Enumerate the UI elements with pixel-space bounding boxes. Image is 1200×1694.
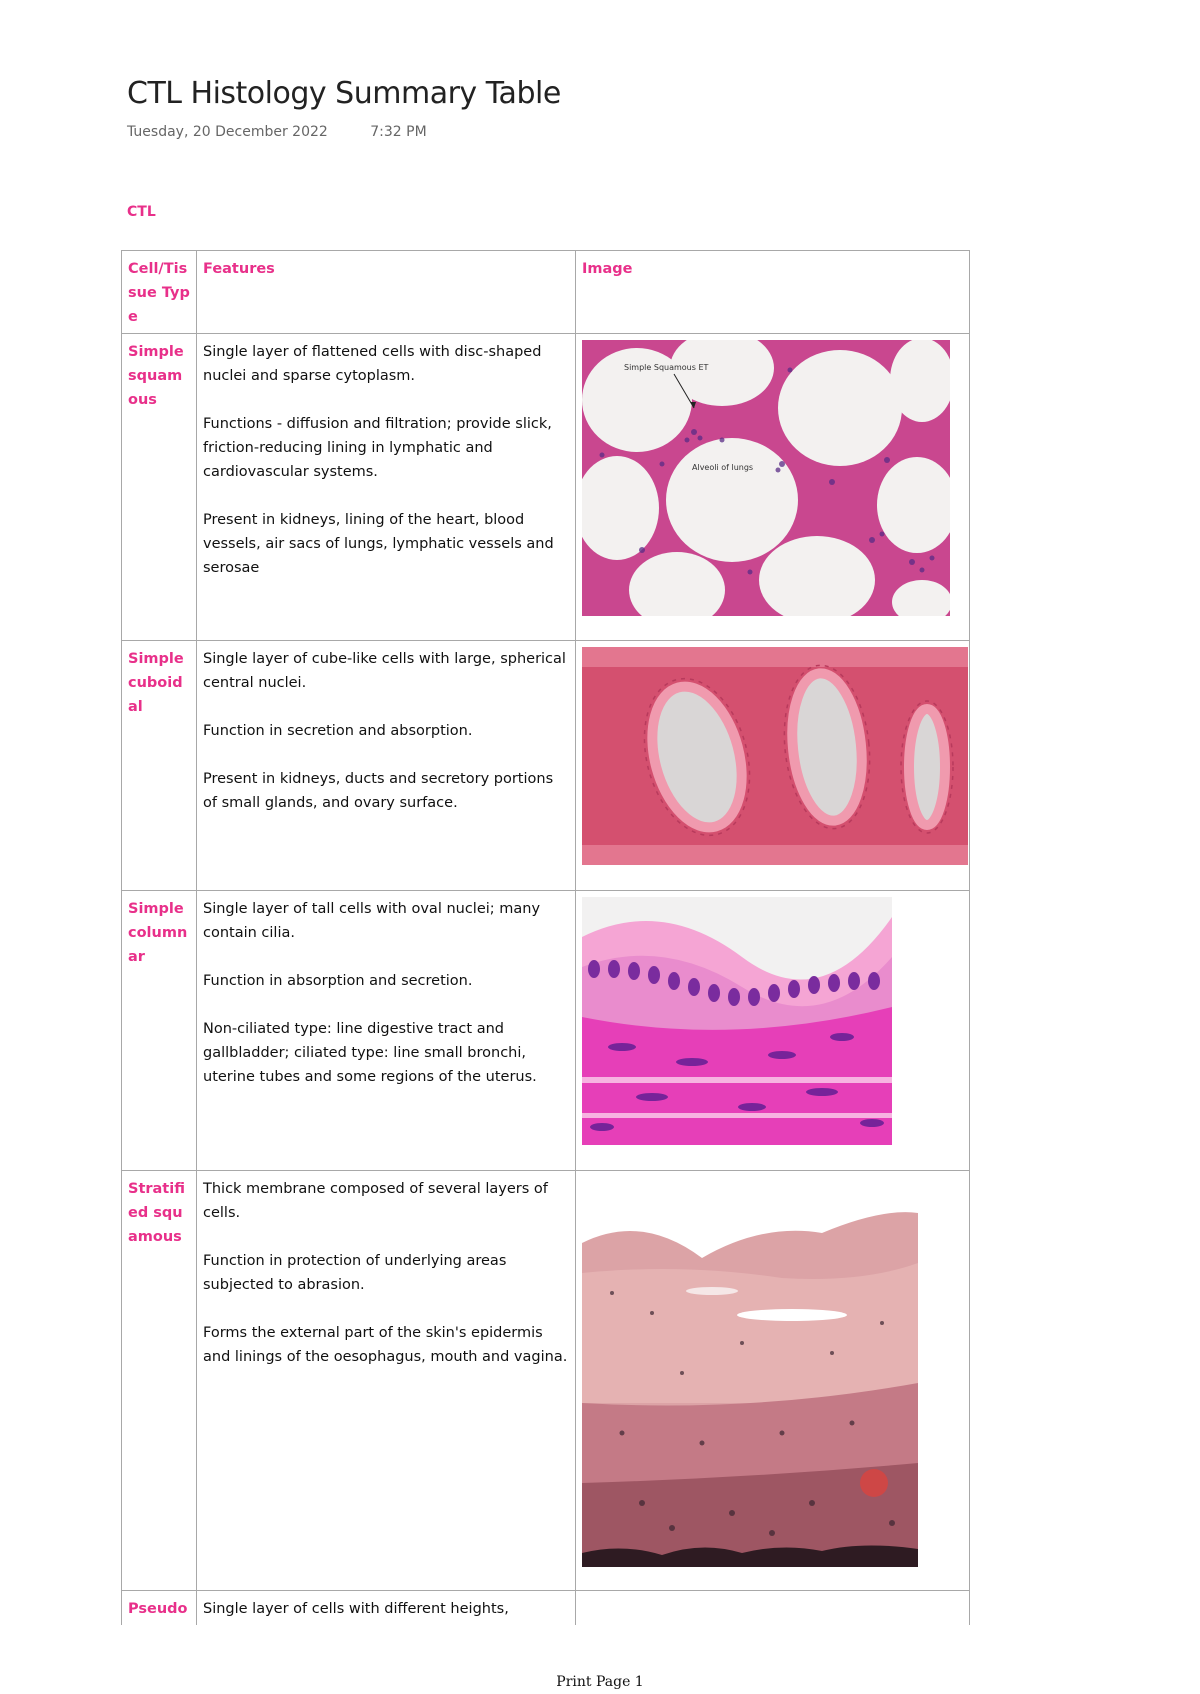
- feature-function: Function in protection of underlying areas subjected to abrasion.: [203, 1253, 507, 1293]
- section-heading: CTL: [127, 204, 156, 220]
- table-row: [122, 641, 970, 891]
- feature-location: Present in kidneys, ducts and secretory portions of small glands, and ovary surface.: [203, 771, 554, 811]
- image-cell: [576, 334, 970, 641]
- features-cell: [197, 1591, 576, 1626]
- time-text: 7:32 PM: [370, 124, 427, 140]
- print-page-label: Print Page 1: [556, 1674, 644, 1690]
- features-cell: [197, 891, 576, 1171]
- simple-cuboidal-micrograph: [582, 647, 968, 865]
- feature-description: Thick membrane composed of several layers of cells.: [203, 1181, 548, 1221]
- column-header-type: Cell/Tissue Type: [122, 251, 197, 334]
- feature-description: Single layer of flattened cells with disc-shaped nuclei and sparse cytoplasm.: [203, 344, 542, 384]
- stratified-squamous-micrograph: [582, 1203, 918, 1567]
- features-cell: [197, 334, 576, 641]
- image-cell: [576, 891, 970, 1171]
- column-header-features: Features: [197, 251, 576, 334]
- image-label: Alveoli of lungs: [692, 463, 754, 472]
- features-cell: [197, 1171, 576, 1591]
- feature-function: Function in secretion and absorption.: [203, 723, 473, 739]
- simple-columnar-micrograph: [582, 897, 892, 1145]
- tissue-type-cell: Stratified squamous: [122, 1171, 197, 1591]
- date-text: Tuesday, 20 December 2022: [127, 124, 328, 140]
- image-label: Simple Squamous ET: [624, 363, 709, 372]
- image-cell: [576, 641, 970, 891]
- page-date: [127, 124, 427, 140]
- feature-description: Single layer of cube-like cells with large, spherical central nuclei.: [203, 651, 566, 691]
- table-row: [122, 891, 970, 1171]
- histology-table: [121, 250, 970, 1625]
- feature-location: Non-ciliated type: line digestive tract and gallbladder; ciliated type: line small bronchi, uterine tubes and some regions of the uterus.: [203, 1021, 537, 1085]
- features-cell: [197, 641, 576, 891]
- tissue-type-cell: Simple squamous: [122, 334, 197, 641]
- feature-description: Single layer of tall cells with oval nuclei; many contain cilia.: [203, 901, 541, 941]
- tissue-type-cell: Simple cuboidal: [122, 641, 197, 891]
- image-cell: [576, 1591, 970, 1626]
- feature-function: Functions - diffusion and filtration; provide slick, friction-reducing lining in lymphatic and cardiovascular systems.: [203, 416, 552, 480]
- table-header-row: [122, 251, 970, 334]
- tissue-type-cell: Pseudo: [122, 1591, 197, 1626]
- page-title: CTL Histology Summary Table: [127, 76, 561, 111]
- feature-function: Function in absorption and secretion.: [203, 973, 473, 989]
- column-header-image: Image: [576, 251, 970, 334]
- feature-location: Present in kidneys, lining of the heart, blood vessels, air sacs of lungs, lymphatic vessels and serosae: [203, 512, 554, 576]
- tissue-type-cell: Simple columnar: [122, 891, 197, 1171]
- simple-squamous-micrograph: [582, 340, 950, 616]
- table-row: [122, 1591, 970, 1626]
- feature-location: Forms the external part of the skin's epidermis and linings of the oesophagus, mouth and vagina.: [203, 1325, 568, 1365]
- image-cell: [576, 1171, 970, 1591]
- feature-description: Single layer of cells with different heights,: [203, 1601, 509, 1617]
- table-row: [122, 334, 970, 641]
- table-row: [122, 1171, 970, 1591]
